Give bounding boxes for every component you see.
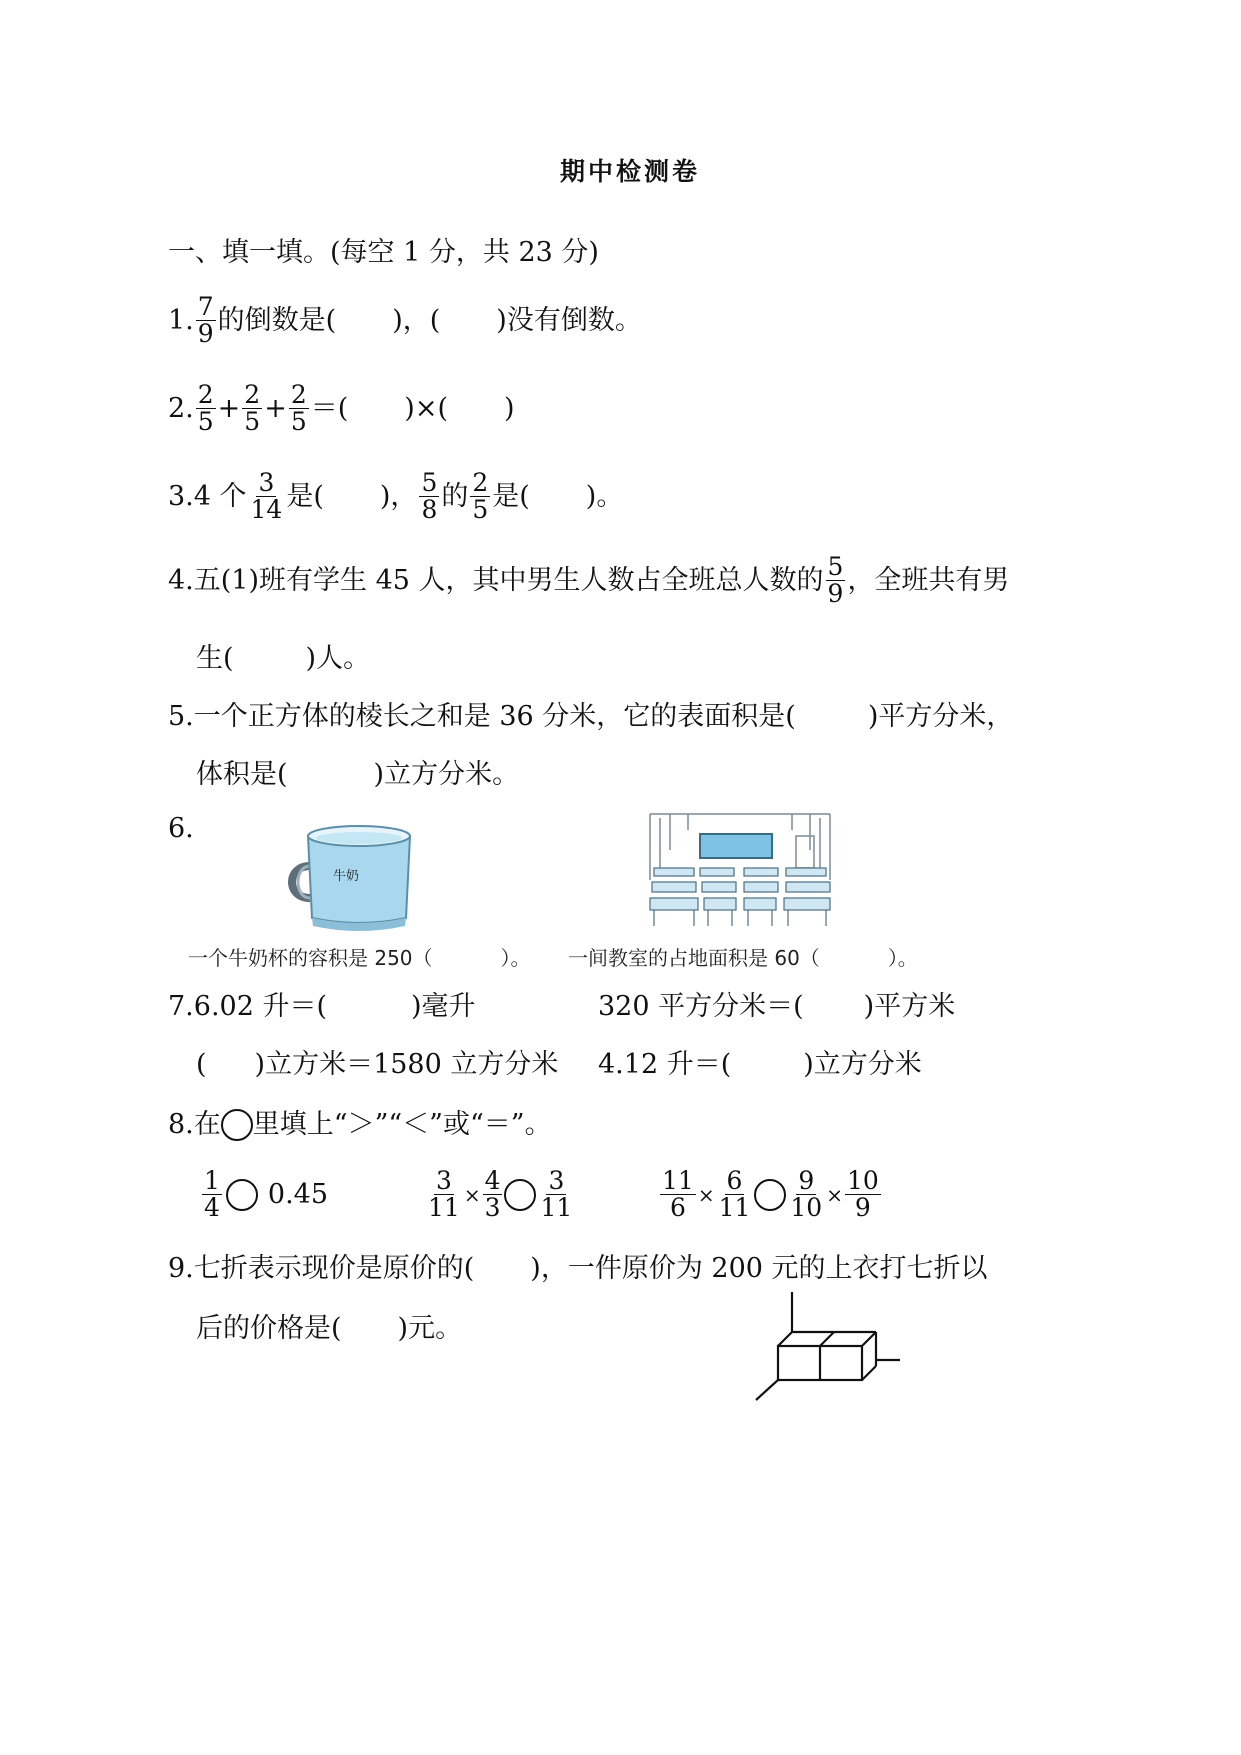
fraction: $\frac{1}{4}$ (204, 1166, 220, 1222)
question-1: 1. $\frac{7}{9}$ 的倒数是( )，( )没有倒数。 (168, 292, 642, 348)
question-5-line-2: 体积是( )立方分米。 (196, 759, 520, 790)
fraction: $\frac{7}{9}$ (197, 292, 214, 348)
question-7-c: ( )立方米＝1580 立方分米 (196, 1049, 559, 1080)
answer-circle[interactable] (754, 1179, 786, 1211)
section-heading: 一、填一填。(每空 1 分，共 23 分) (168, 237, 599, 268)
fraction: $\frac{3}{14}$ (250, 468, 283, 524)
answer-circle[interactable] (504, 1179, 536, 1211)
milk-cup-caption: 一个牛奶杯的容积是 250（ ）。 (188, 946, 531, 970)
fraction: $\frac{11}{6}$ (662, 1166, 694, 1222)
fraction: $\frac{9}{10}$ (790, 1166, 823, 1222)
fraction: $\frac{4}{3}$ (484, 1166, 501, 1222)
question-5: 5.一个正方体的棱长之和是 36 分米，它的表面积是( )平方分米， (168, 701, 1014, 732)
question-3: 3.4 个 $\frac{3}{14}$ 是( )， $\frac{5}{8}$ 的 $\frac{2}{5}$ 是( )。 (168, 468, 624, 524)
fraction: $\frac{5}{8}$ (421, 468, 438, 524)
question-4: 4.五(1)班有学生 45 人，其中男生人数占全班总人数的 $\frac{5}{9}$ ，全班共有男 (168, 552, 1010, 608)
fraction: $\frac{2}{5}$ (197, 380, 214, 436)
answer-circle[interactable] (226, 1179, 258, 1211)
question-8: 8.在 里填上“＞”“＜”或“＝”。 (168, 1109, 552, 1140)
question-9-line-2: 后的价格是( )元。 (196, 1313, 463, 1344)
circle-icon (221, 1109, 253, 1141)
fraction: $\frac{10}{9}$ (846, 1166, 879, 1222)
fraction: $\frac{6}{11}$ (718, 1166, 751, 1222)
question-7-a: 7.6.02 升＝( )毫升 (168, 991, 476, 1022)
classroom-image (648, 810, 832, 930)
fraction: $\frac{2}{5}$ (472, 468, 489, 524)
cup-label: 牛奶 (333, 869, 360, 884)
page-title: 期中检测卷 (560, 157, 701, 186)
compare-2: $\frac{3}{11}$ × $\frac{4}{3}$ $\frac{3}{11}$ (428, 1166, 573, 1222)
fraction: $\frac{2}{5}$ (290, 380, 307, 436)
compare-1: $\frac{1}{4}$ 0.45 (204, 1166, 329, 1222)
fraction: $\frac{5}{9}$ (827, 552, 844, 608)
compare-3: $\frac{11}{6}$ × $\frac{6}{11}$ $\frac{9}{10}$ × $\frac{10}{9}$ (662, 1166, 879, 1222)
fraction: $\frac{3}{11}$ (540, 1166, 573, 1222)
question-7-b: 320 平方分米＝( )平方米 (598, 991, 956, 1022)
cuboid-diagram (752, 1290, 904, 1402)
classroom-caption: 一间教室的占地面积是 60（ ）。 (568, 946, 918, 970)
fraction: $\frac{2}{5}$ (244, 380, 261, 436)
question-2: 2. $\frac{2}{5}$ + $\frac{2}{5}$ + $\frac{2}{5}$ ＝( )×( ) (168, 380, 515, 436)
question-4-line-2: 生( )人。 (196, 643, 371, 674)
fraction: $\frac{3}{11}$ (428, 1166, 460, 1222)
milk-cup-image (288, 822, 428, 932)
question-6-number: 6. (168, 813, 194, 844)
question-9: 9.七折表示现价是原价的( )，一件原价为 200 元的上衣打七折以 (168, 1253, 988, 1284)
question-7-d: 4.12 升＝( )立方分米 (598, 1049, 922, 1080)
